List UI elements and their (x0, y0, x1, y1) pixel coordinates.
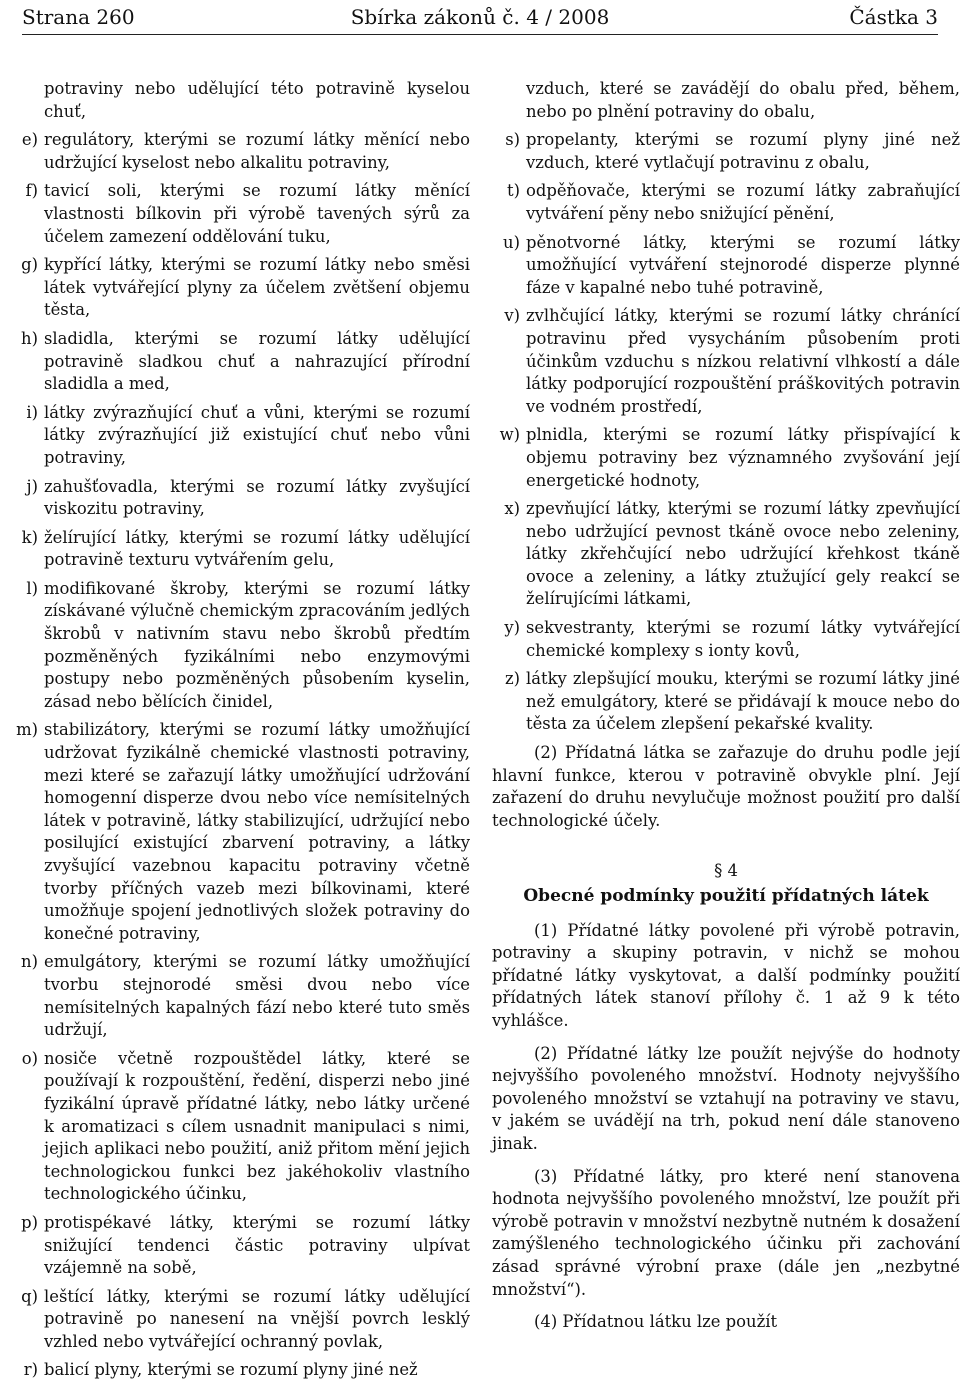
list-item (10, 951, 470, 1041)
item-label: e) (21, 130, 38, 150)
item-label: z) (504, 669, 520, 689)
item-label: p) (21, 1212, 38, 1232)
item-text: tavicí soli, kterými se rozumí látky měnící vlastnosti bílkovin při výrobě tavených sýrů za účelem zamezení oddělování tuku, (44, 181, 470, 246)
item-text: pěnotvorné látky, kterými se rozumí látky umožňující vytváření stejnorodé disperze plynné fáze v kapalné nebo tuhé potravině, (526, 232, 960, 297)
item-label: k) (21, 527, 38, 547)
list-item (10, 328, 470, 396)
list-item (492, 305, 960, 418)
section-title: Obecné podmínky použití přídatných látek (523, 886, 929, 906)
item-label: w) (499, 425, 520, 445)
item-text: kypřící látky, kterými se rozumí látky nebo směsi látek vytvářející plyny za účelem zvětšení objemu těsta, (44, 255, 470, 320)
list-item (10, 402, 470, 470)
section-paragraph: (4) Přídatnou látku lze použít (534, 1312, 778, 1332)
item-label: i) (26, 402, 38, 422)
list-item (492, 180, 960, 225)
item-label: q) (21, 1286, 38, 1306)
list-item (492, 232, 960, 300)
list-item (10, 476, 470, 521)
continuation-text: potraviny nebo udělující této potravině kyselou chuť, (44, 79, 470, 121)
item-text: zahušťovadla, kterými se rozumí látky zvyšující viskozitu potraviny, (44, 476, 470, 519)
continuation-text: vzduch, které se zavádějí do obalu před, během, nebo po plnění potraviny do obalu, (526, 79, 960, 121)
item-label: g) (21, 255, 38, 275)
item-label: h) (21, 328, 38, 348)
list-item (492, 129, 960, 174)
list-item (10, 254, 470, 322)
item-text: propelanty, kterými se rozumí plyny jiné než vzduch, které vytlačují potravinu z obalu, (526, 130, 960, 172)
item-label: y) (504, 618, 520, 638)
item-label: v) (504, 306, 520, 326)
item-text: sekvestranty, kterými se rozumí látky vytvářející chemické komplexy s ionty kovů, (526, 618, 960, 660)
page-number: Strana 260 (22, 5, 135, 29)
item-text: regulátory, kterými se rozumí látky měnící nebo udržující kyselost nebo alkalitu potraviny, (44, 130, 470, 172)
list-item (10, 78, 470, 123)
item-text: balicí plyny, kterými se rozumí plyny jiné než (44, 1360, 418, 1380)
list-item (10, 578, 470, 714)
item-text: stabilizátory, kterými se rozumí látky umožňující udržovat fyzikálně chemické vlastnosti potraviny, mezi které se zařazují látky umožňující udržování homogenní disperze dvou nebo více nemísitelných látek v potravině, látky stabilizující, udržující nebo posilující existující zbarvení potraviny, a látky zvyšující vazebnou kapacitu potraviny včetně tvorby příčných vazeb mezi bílkovinami, které umožňuje spojení jednotlivých složek potraviny do konečné potraviny, (44, 720, 470, 943)
list-item (492, 424, 960, 492)
item-text: emulgátory, kterými se rozumí látky umožňující tvorbu stejnorodé směsi dvou nebo více nemísitelných kapalných fází nebo které tuto směs udržují, (44, 952, 470, 1040)
item-text: modifikované škroby, kterými se rozumí látky získávané výlučně chemickým zpracováním jedlých škrobů v nativním stavu nebo škrobů předtím pozměněných fyzikálními nebo enzymovými postupy nebo pozměněných působením kyselin, zásad nebo bělících činidel, (44, 578, 470, 711)
item-text: látky zvýrazňující chuť a vůni, kterými se rozumí látky zvýrazňující již existující chuť nebo vůni potraviny, (44, 402, 470, 467)
left-column (10, 78, 470, 1388)
right-column (492, 78, 960, 1344)
item-text: látky zlepšující mouku, kterými se rozumí látky jiné než emulgátory, které se přidávají k mouce nebo do těsta za účelem zlepšení pekařské kvality. (526, 669, 960, 734)
item-text: nosiče včetně rozpouštědel látky, které se používají k rozpouštění, ředění, disperzi nebo jiné fyzikální úpravě přídatné látky, nebo látky určené k aromatizaci s cílem usnadnit manipulaci s nimi, jejich aplikaci nebo použití, aniž přitom mění jejich technologickou funkci bez jakéhokoliv vlastního technologického účinku, (44, 1048, 470, 1204)
item-text: odpěňovače, kterými se rozumí látky zabraňující vytváření pěny nebo snižující pěnění, (526, 181, 960, 223)
list-item (10, 180, 470, 248)
section-number: § 4 (714, 861, 738, 881)
list-item (10, 1286, 470, 1354)
item-label: u) (503, 232, 520, 252)
list-item (492, 668, 960, 736)
section-paragraph: (3) Přídatné látky, pro které není stanovena hodnota nejvyššího povoleného množství, lze použít při výrobě potravin v množství nezbytně nutném k dosažení zamýšleného technologického účinku při zachování zásad správné výrobní praxe (dále jen „nezbytné množství“). (492, 1166, 960, 1299)
list-item (10, 1048, 470, 1206)
page-header (22, 0, 938, 35)
item-label: o) (21, 1048, 38, 1068)
list-item (492, 498, 960, 611)
item-text: zvlhčující látky, kterými se rozumí látky chránící potravinu před vysycháním působením proti účinkům vzduchu s nízkou relativní vlhkostí a dále látky podporující rozpouštění práškovitých potravin ve vodném prostředí, (526, 306, 960, 416)
item-text: sladidla, kterými se rozumí látky udělující potravině sladkou chuť a nahrazující přírodní sladidla a med, (44, 328, 470, 394)
item-text: leštící látky, kterými se rozumí látky udělující potravině po nanesení na vnější povrch lesklý vzhled nebo vytvářející ochranný povlak, (44, 1286, 470, 1351)
item-text: plnidla, kterými se rozumí látky přispívající k objemu potraviny bez významného zvyšování její energetické hodnoty, (526, 425, 960, 490)
paragraph-2: (2) Přídatná látka se zařazuje do druhu podle její hlavní funkce, kterou v potravině obvykle plní. Její zařazení do druhu nevylučuje možnost použití pro další technologické účely. (492, 743, 960, 830)
section-paragraph: (1) Přídatné látky povolené při výrobě potravin, potraviny a skupiny potravin, v nichž se mohou přídatné látky vyskytovat, a další podmínky použití přídatných látek stanoví přílohy č. 1 až 9 k této vyhlášce. (492, 920, 960, 1030)
section-paragraph: (2) Přídatné látky lze použít nejvýše do hodnoty nejvyššího povoleného množství. Hodnoty nejvyššího povoleného množství se vztahují na potraviny ve stavu, v jakém se uvádějí na trh, pokud není dále stanoveno jinak. (492, 1043, 960, 1153)
list-item (492, 78, 960, 123)
collection-title: Sbírka zákonů č. 4 / 2008 (350, 5, 610, 29)
list-item (10, 527, 470, 572)
item-label: l) (26, 578, 38, 598)
item-text: želírující látky, kterými se rozumí látky udělující potravině texturu vytvářením gelu, (44, 527, 470, 570)
item-text: zpevňující látky, kterými se rozumí látky zpevňující nebo udržující pevnost tkáně ovoce nebo zeleniny, látky zkřehčující nebo udržující křehkost tkáně ovoce a zeleniny, a látky ztužující gely reakcí se želírujícími látkami, (526, 499, 960, 609)
item-label: m) (16, 720, 38, 740)
part-number: Částka 3 (849, 5, 938, 29)
list-item (492, 617, 960, 662)
item-label: f) (25, 181, 38, 201)
item-label: j) (26, 476, 38, 496)
list-item (10, 1359, 470, 1382)
item-text: protispékavé látky, kterými se rozumí látky snižující tendenci částic potraviny ulpívat vzájemně na sobě, (44, 1212, 470, 1278)
list-item (10, 129, 470, 174)
item-label: n) (21, 952, 38, 972)
list-item (10, 1212, 470, 1280)
item-label: t) (507, 181, 520, 201)
item-label: r) (23, 1360, 38, 1380)
item-label: x) (504, 499, 520, 519)
item-label: s) (505, 130, 520, 150)
list-item (10, 719, 470, 945)
